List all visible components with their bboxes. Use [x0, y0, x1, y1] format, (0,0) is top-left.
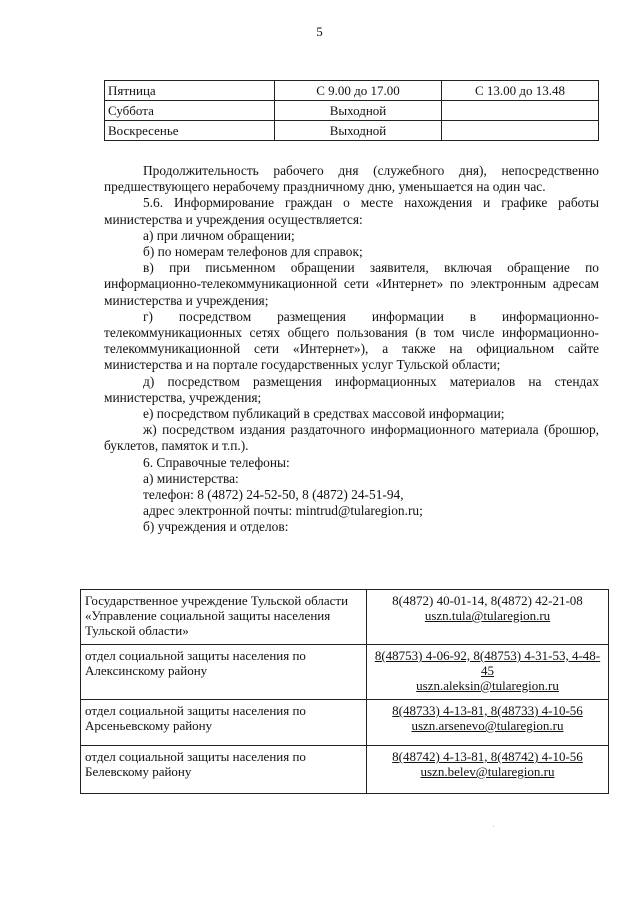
scan-speck: · [492, 822, 495, 831]
table-row [81, 746, 609, 794]
list-item-g: г) посредством размещения информации в информационно-телекоммуникационных сетях общего пользования (в том числе информационно-телекоммуникационной сети «Интернет»), а также на официальном сайте министерства и на портале государственных услуг Тульской области; [104, 308, 599, 373]
table-row [105, 101, 599, 121]
contact-email-link[interactable]: uszn.belev@tularegion.ru [420, 764, 555, 779]
list-item-a: а) при личном обращении; [143, 227, 295, 243]
paragraph-5-6: 5.6. Информирование граждан о месте нахождения и графике работы министерства и учреждения осуществляется: [104, 195, 599, 227]
contact-org: отдел социальной защиты населения по Алексинскому району [81, 645, 367, 700]
contact-phones: 8(4872) 40-01-14, 8(4872) 42-21-08 [392, 593, 583, 608]
schedule-work-hours: С 9.00 до 17.00 [275, 81, 442, 101]
paragraph-workday: Продолжительность рабочего дня (служебного дня), непосредственно предшествующего нерабочему праздничному дню, уменьшается на один час. [104, 163, 599, 195]
contact-phones: 8(48733) 4-13-81, 8(48733) 4-10-56 [392, 703, 583, 718]
contact-org: отдел социальной защиты населения по Арсеньевскому району [81, 700, 367, 746]
schedule-work-hours: Выходной [275, 101, 442, 121]
table-row [81, 700, 609, 746]
page-number: 5 [316, 24, 323, 39]
table-row [105, 81, 599, 101]
list-item-d: д) посредством размещения информационных материалов на стендах министерства, учреждения; [104, 373, 599, 405]
document-body [104, 163, 599, 536]
contact-phones: 8(48753) 4-06-92, 8(48753) 4-31-53, 4-48-45 [374, 648, 601, 678]
schedule-table [104, 80, 599, 141]
list-item-e: е) посредством публикаций в средствах массовой информации; [143, 406, 505, 422]
contact-email-link[interactable]: uszn.arsenevo@tularegion.ru [411, 718, 564, 733]
list-item-b: б) по номерам телефонов для справок; [143, 244, 363, 260]
schedule-day: Пятница [105, 81, 275, 101]
list-item-zh: ж) посредством издания раздаточного информационного материала (брошюр, буклетов, памяток и т.п.). [104, 422, 599, 454]
table-row [81, 645, 609, 700]
institutions-label: б) учреждения и отделов: [143, 519, 289, 535]
contact-email-link[interactable]: uszn.aleksin@tularegion.ru [416, 678, 559, 693]
contact-email-link[interactable]: uszn.tula@tularegion.ru [424, 608, 551, 623]
section-6-heading: 6. Справочные телефоны: [143, 454, 290, 470]
contact-phones: 8(48742) 4-13-81, 8(48742) 4-10-56 [392, 749, 583, 764]
schedule-break: С 13.00 до 13.48 [442, 81, 599, 101]
schedule-break [442, 121, 599, 141]
schedule-day: Суббота [105, 101, 275, 121]
contact-cell [367, 700, 609, 746]
contact-cell [367, 645, 609, 700]
ministry-phone: телефон: 8 (4872) 24-52-50, 8 (4872) 24-51-94, [143, 487, 404, 503]
contact-org: Государственное учреждение Тульской области «Управление социальной защиты населения Тульской области» [81, 590, 367, 645]
contact-org: отдел социальной защиты населения по Белевскому району [81, 746, 367, 794]
list-item-v: в) при письменном обращении заявителя, включая обращение по информационно-телекоммуникационной сети «Интернет» по электронным адресам министерства и учреждения; [104, 260, 599, 308]
contact-cell [367, 590, 609, 645]
schedule-work-hours: Выходной [275, 121, 442, 141]
table-row [105, 121, 599, 141]
schedule-day: Воскресенье [105, 121, 275, 141]
schedule-break [442, 101, 599, 121]
table-row [81, 590, 609, 645]
contacts-table [80, 589, 609, 794]
ministry-label: а) министерства: [143, 470, 239, 486]
ministry-email: адрес электронной почты: mintrud@tularegion.ru; [143, 503, 423, 519]
contact-cell [367, 746, 609, 794]
